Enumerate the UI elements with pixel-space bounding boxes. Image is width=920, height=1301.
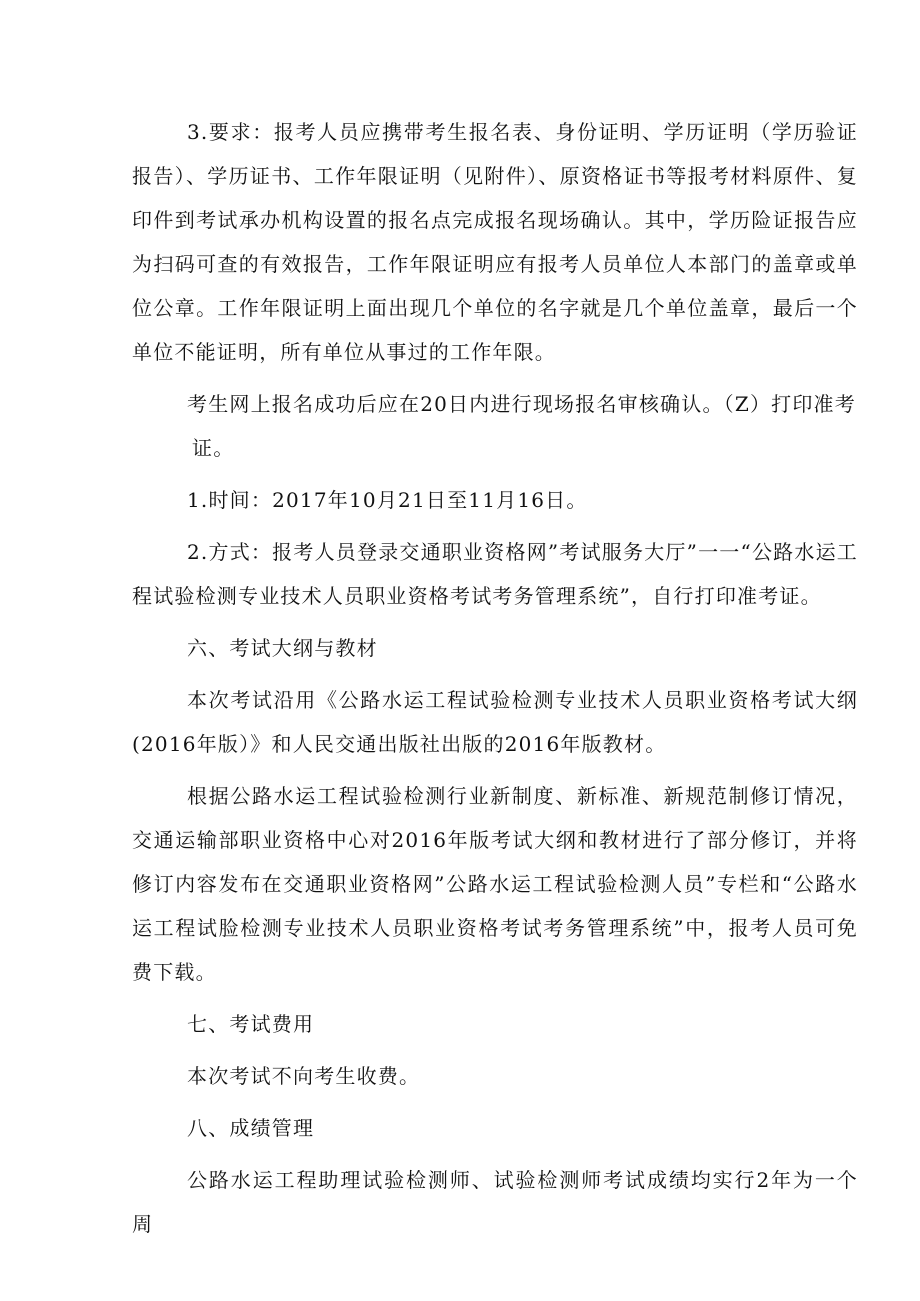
paragraph-outline-revision: 根据公路水运工程试验检测行业新制度、新标准、新规范制修订情况，交通运输部职业资格中心对2016年版考试大纲和教材进行了部分修订，并将修订内容发布在交通职业资格网”公路水运工程试验检测人员”专栏和“公路水运工程试脸检测专业技术人员职业资格考试考务管理系统”中，报考人员可免费下载。 bbox=[132, 784, 858, 984]
paragraph-confirm-time: 考生网上报名成功后应在20日内进行现场报名审核确认。（Z）打印准考 bbox=[187, 392, 856, 416]
paragraph-print-time: 1.时间：2017年10月21日至11月16日。 bbox=[187, 488, 588, 512]
section-heading-exam-outline: 六、考试大纲与教材 bbox=[187, 636, 378, 660]
paragraph-exam-outline: 本次考试沿用《公路水运工程试验检测专业技术人员职业资格考试大纲(2016年版）》和人民交通出版社出版的2016年版教材。 bbox=[132, 688, 858, 756]
paragraph-exam-fees: 本次考试不向考生收费。 bbox=[187, 1064, 421, 1088]
paragraph-print-method: 2.方式：报考人员登录交通职业资格网”考试服务大厅”一一“公路水运工程试验检测专业技术人员职业资格考试考务管理系统”，自行打印准考证。 bbox=[132, 540, 858, 608]
paragraph-confirm-time-continuation: 证。 bbox=[192, 436, 235, 460]
paragraph-score-management: 公路水运工程助理试验检测师、试验检测师考试成绩均实行2年为一个周 bbox=[132, 1168, 858, 1236]
section-heading-score-management: 八、成绩管理 bbox=[187, 1116, 315, 1140]
section-heading-exam-fees: 七、考试费用 bbox=[187, 1012, 315, 1036]
paragraph-requirements: 3.要求：报考人员应携带考生报名表、身份证明、学历证明（学历验证报告）、学历证书、工作年限证明（见附件）、原资格证书等报考材料原件、复印件到考试承办机构设置的报名点完成报名现场确认。其中，学历险证报告应为扫码可查的有效报告，工作年限证明应有报考人员单位人本部门的盖章或单位公章。工作年限证明上面出现几个单位的名字就是几个单位盖章，最后一个单位不能证明，所有单位从事过的工作年限。 bbox=[132, 120, 858, 364]
